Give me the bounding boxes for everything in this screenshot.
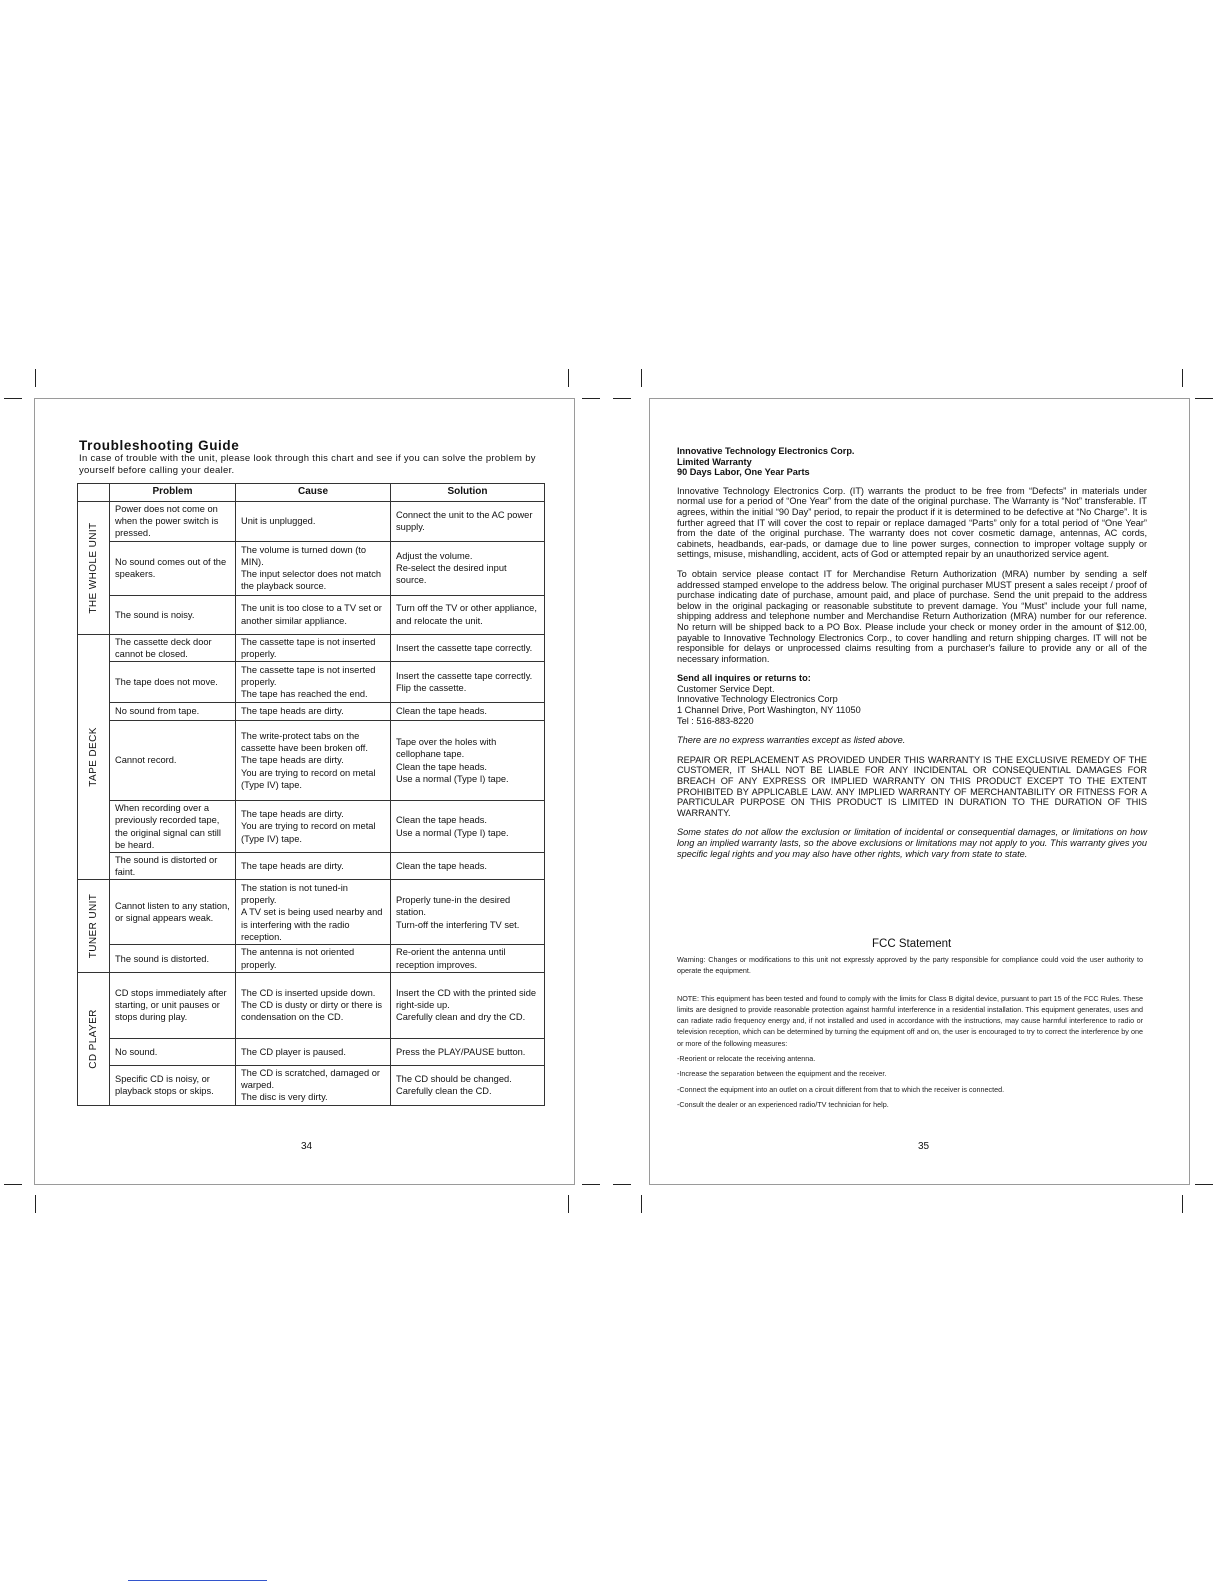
table-header-row [78,484,545,502]
troubleshooting-table [77,483,545,1106]
problem-cell: No sound comes out of the speakers. [110,541,236,595]
table-row [78,1038,545,1065]
solution-cell: Connect the unit to the AC power supply. [391,502,545,542]
header-cause: Cause [236,484,391,502]
problem-cell: The sound is distorted. [110,945,236,972]
problem-cell: The sound is distorted or faint. [110,853,236,880]
troubleshooting-intro: In case of trouble with the unit, please look through this chart and see if you can solve the problem by yourself before calling your dealer. [79,453,536,476]
address-line: Customer Service Dept. [677,683,775,694]
warranty-paragraph-2: To obtain service please contact IT for Merchandise Return Authorization (MRA) number by sending a self addressed stamped envelope to the address below. The original purchaser MUST present a sales receipt / proof of purchase indicating date of purchase, amount paid, and place of purchase. Send the unit prepaid to the address below in the original packaging or reasonable substitute to prevent damage. You “Must” include your full name, shipping address and telephone number and Merchandise Return Authorization (MRA) number for our reference. No return will be shipped back to a PO Box. Please include your check or money order in the amount of $12.00, payable to Innovative Technology Electronics Corp., to cover handling and return shipping charges. IT will not be responsible for delays or unprocessed claims resulting from a purchaser's failure to provide any or all of the necessary information. [677,568,1147,664]
company-name: Innovative Technology Electronics Corp. [677,446,855,456]
bottom-link-underline [128,1580,267,1581]
section-label: THE WHOLE UNIT [87,522,99,614]
warranty-paragraph-1: Innovative Technology Electronics Corp. (IT) warrants the product to be free from “Defects” in materials under normal use for a period of “One Year” from the date of the original purchase. The Warranty is “Not” transferable. IT agrees, within the initial “90 Day” period, to repair the product if it is determined to be defective at “No Charge”. It is further agreed that IT will cover the cost to repair or replace damaged “Parts” only for a total period of “One Year” from the date of the original purchase. The warranty does not cover cosmetic damage, antennas, AC cords, cabinets, headbands, ear-pads, or damage due to line power surges, connection to improper voltage supply or settings, misuse, mishandling, accident, acts of God or attempted repair by an unauthorized service agent. [677,485,1147,560]
solution-cell: Adjust the volume. Re-select the desired input source. [391,541,545,595]
crop-mark [568,369,569,387]
fcc-warning: Warning: Changes or modifications to this unit not expressly approved by the party responsible for compliance could void the user authority to operate the equipment. [677,955,1143,976]
solution-cell: Insert the CD with the printed side right-side up. Carefully clean and dry the CD. [391,972,545,1038]
problem-cell: Power does not come on when the power switch is pressed. [110,502,236,542]
table-row [78,595,545,634]
crop-mark [1195,1184,1213,1185]
table-row [78,1065,545,1105]
section-label: TAPE DECK [87,727,99,787]
table-row [78,972,545,1038]
problem-cell: No sound from tape. [110,703,236,721]
solution-cell: Properly tune-in the desired station. Turn-off the interfering TV set. [391,880,545,945]
crop-mark [582,398,600,399]
cause-cell: The antenna is not oriented properly. [236,945,391,972]
solution-cell: Insert the cassette tape correctly. [391,634,545,661]
section-label: CD PLAYER [87,1009,99,1069]
cause-cell: The unit is too close to a TV set or another similar appliance. [236,595,391,634]
solution-cell: Turn off the TV or other appliance, and relocate the unit. [391,595,545,634]
table-row [78,662,545,703]
crop-mark [1182,1195,1183,1213]
fcc-measure: -Increase the separation between the equipment and the receiver. [677,1069,887,1079]
crop-mark [35,1195,36,1213]
solution-cell: Clean the tape heads. Use a normal (Type I) tape. [391,801,545,853]
solution-cell: The CD should be changed. Carefully clean the CD. [391,1065,545,1105]
problem-cell: Specific CD is noisy, or playback stops or skips. [110,1065,236,1105]
fcc-title: FCC Statement [872,938,952,950]
table-row [78,880,545,945]
cause-cell: The write-protect tabs on the cassette have been broken off. The tape heads are dirty. You are trying to record on metal (Type IV) tape. [236,721,391,801]
table-row [78,502,545,542]
fcc-measure: -Consult the dealer or an experienced radio/TV technician for help. [677,1099,889,1109]
section-label: TUNER UNIT [87,893,99,959]
section-cell-tape-deck [78,634,110,880]
warranty-terms: 90 Days Labor, One Year Parts [677,467,810,478]
crop-mark [1182,369,1183,387]
crop-mark [4,398,22,399]
cause-cell: The CD is inserted upside down. The CD is dusty or dirty or there is condensation on the CD. [236,972,391,1038]
crop-mark [641,1195,642,1213]
table-corner-cell [78,484,110,502]
fcc-measure: -Connect the equipment into an outlet on a circuit different from that to which the receiver is connected. [677,1084,1005,1094]
solution-cell: Press the PLAY/PAUSE button. [391,1038,545,1065]
section-cell-whole-unit [78,502,110,635]
cause-cell: The CD player is paused. [236,1038,391,1065]
crop-mark [582,1184,600,1185]
section-cell-cd-player [78,972,110,1105]
page-number: 34 [301,1141,313,1152]
crop-mark [613,398,631,399]
problem-cell: No sound. [110,1038,236,1065]
address-line: Innovative Technology Electronics Corp [677,694,838,705]
warranty-title: Limited Warranty [677,456,752,467]
crop-mark [4,1184,22,1185]
problem-cell: The cassette deck door cannot be closed. [110,634,236,661]
troubleshooting-title: Troubleshooting Guide [79,438,240,453]
header-solution: Solution [391,484,545,502]
cause-cell: The cassette tape is not inserted properly. The tape has reached the end. [236,662,391,703]
cause-cell: The tape heads are dirty. [236,703,391,721]
section-cell-tuner-unit [78,880,110,972]
problem-cell: When recording over a previously recorded tape, the original signal can still be heard. [110,801,236,853]
problem-cell: The sound is noisy. [110,595,236,634]
cause-cell: The cassette tape is not inserted properly. [236,634,391,661]
header-problem: Problem [110,484,236,502]
table-row [78,703,545,721]
address-line: 1 Channel Drive, Port Washington, NY 11050 [677,705,861,716]
no-express-warranties: There are no express warranties except as listed above. [677,735,906,746]
solution-cell: Clean the tape heads. [391,703,545,721]
cause-cell: The volume is turned down (to MIN). The input selector does not match the playback source. [236,541,391,595]
cause-cell: The tape heads are dirty. [236,853,391,880]
warranty-section [677,446,1147,859]
fcc-section [677,954,1143,1110]
remedy-paragraph: REPAIR OR REPLACEMENT AS PROVIDED UNDER THIS WARRANTY IS THE EXCLUSIVE REMEDY OF THE CUSTOMER, IT SHALL NOT BE LIABLE FOR ANY INCIDENTAL OR CONSEQUENTIAL DAMAGES FOR BREACH OF ANY EXPRESS OR IMPLIED WARRANTY ON THIS PRODUCT EXCEPT TO THE EXTENT PROHIBITED BY APPLICABLE LAW. ANY IMPLIED WARRANTY OF MERCHANTABILITY OR FITNESS FOR A PARTICULAR PURPOSE ON THIS PRODUCT IS LIMITED IN DURATION TO THE DURATION OF THIS WARRANTY. [677,754,1147,818]
send-heading: Send all inquires or returns to: [677,673,811,684]
table-row [78,634,545,661]
fcc-note: NOTE: This equipment has been tested and found to comply with the limits for Class B digital device, pursuant to part 15 of the FCC Rules. These limits are designed to provide reasonable protection against harmful interference in a residential installation. This equipment generates, uses and can radiate radio frequency energy and, if not installed and used in accordance with the instructions, may cause harmful interference to radio or television reception, which can be determined by turning the equipment off and on, the user is encouraged to try to correct the interference by one or more of the following measures: [677,993,1143,1048]
page-number: 35 [918,1141,930,1152]
cause-cell: The tape heads are dirty. You are trying to record on metal (Type IV) tape. [236,801,391,853]
crop-mark [613,1184,631,1185]
crop-mark [35,369,36,387]
table-row [78,721,545,801]
table-row [78,801,545,853]
problem-cell: The tape does not move. [110,662,236,703]
solution-cell: Re-orient the antenna until reception improves. [391,945,545,972]
table-row [78,853,545,880]
solution-cell: Insert the cassette tape correctly. Flip the cassette. [391,662,545,703]
crop-mark [1195,398,1213,399]
problem-cell: CD stops immediately after starting, or unit pauses or stops during play. [110,972,236,1038]
fcc-measure: -Reorient or relocate the receiving antenna. [677,1054,816,1064]
crop-mark [641,369,642,387]
solution-cell: Tape over the holes with cellophane tape. Clean the tape heads. Use a normal (Type I) tape. [391,721,545,801]
address-line: Tel : 516-883-8220 [677,715,754,726]
table-row [78,945,545,972]
states-paragraph: Some states do not allow the exclusion or limitation of incidental or consequential damages, or limitations on how long an implied warranty lasts, so the above exclusions or limitations may not apply to you. This warranty gives you specific legal rights and you may also have other rights, which vary from state to state. [677,827,1147,859]
table-row [78,541,545,595]
crop-mark [568,1195,569,1213]
cause-cell: Unit is unplugged. [236,502,391,542]
problem-cell: Cannot record. [110,721,236,801]
cause-cell: The station is not tuned-in properly. A TV set is being used nearby and is interfering with the radio reception. [236,880,391,945]
cause-cell: The CD is scratched, damaged or warped. The disc is very dirty. [236,1065,391,1105]
solution-cell: Clean the tape heads. [391,853,545,880]
problem-cell: Cannot listen to any station, or signal appears weak. [110,880,236,945]
